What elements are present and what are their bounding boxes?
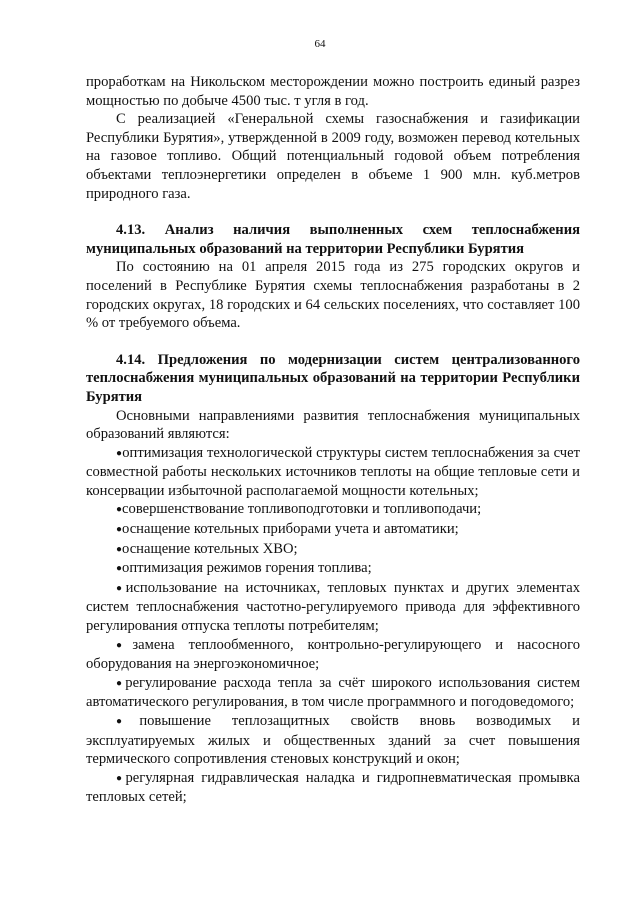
paragraph-continuation: проработкам на Никольском месторождении можно построить единый разрез мощностью по добыче 4500 тыс. т угля в год. [86, 74, 580, 109]
list-item [86, 500, 580, 520]
bullet-list [86, 444, 580, 807]
list-item [86, 444, 580, 501]
bullet-icon: ● [116, 639, 133, 651]
list-item-text: повышение теплозащитных свойств вновь возводимых и эксплуатируемых жилых и общественных зданий за счет повышения термического сопротивления стеновых конструкций и окон; [86, 713, 580, 768]
list-item-text: регулирование расхода тепла за счёт широкого использования систем автоматического регулирования, в том числе программного и погодоведомого; [86, 674, 580, 711]
list-item-text: оснащение котельных ХВО; [122, 540, 298, 557]
bullet-icon: ● [116, 447, 123, 459]
list-item [86, 540, 580, 560]
bullet-icon: ● [116, 772, 126, 784]
list-item [86, 559, 580, 579]
bullet-icon: ● [116, 543, 123, 555]
list-item-text: использование на источниках, тепловых пунктах и других элементах систем теплоснабжения частотно-регулируемого привода для эффективного регулирования отпуска теплоты потребителям; [86, 579, 580, 635]
list-item [86, 579, 580, 636]
list-item-text: замена теплообменного, контрольно-регулирующего и насосного оборудования на энергоэкономичное; [86, 636, 580, 673]
section-heading-4-13: 4.13. Анализ наличия выполненных схем теплоснабжения муниципальных образований на территории Республики Бурятия [86, 222, 580, 257]
list-item-text: оптимизация технологической структуры систем теплоснабжения за счет совместной работы нескольких источников теплоты на общие тепловые сети и консервации избыточной располагаемой мощности котельных; [86, 444, 580, 499]
list-item-text: оснащение котельных приборами учета и автоматики; [122, 521, 459, 538]
list-item [86, 674, 580, 712]
bullet-icon: ● [116, 677, 126, 689]
bullet-icon: ● [116, 716, 140, 727]
paragraph-gas-supply: С реализацией «Генеральной схемы газоснабжения и газификации Республики Бурятия», утвержденной в 2009 году, возможен перевод котельных на газовое топливо. Общий потенциальный годовой объем потребления объектами теплоэнергетики определен в объеме 1 900 млн. куб.метров природного газа. [86, 111, 580, 202]
bullet-icon: ● [116, 563, 123, 575]
list-item [86, 769, 580, 807]
list-item [86, 712, 580, 769]
page-number: 64 [314, 38, 326, 50]
spacer [86, 333, 580, 351]
section-heading-4-14: 4.14. Предложения по модернизации систем централизованного теплоснабжения муниципальных образований на территории Республики Бурятия [86, 351, 580, 405]
list-item-text: оптимизация режимов горения топлива; [122, 560, 372, 577]
list-item-text: регулярная гидравлическая наладка и гидропневматическая промывка тепловых сетей; [86, 769, 580, 806]
bullet-icon: ● [116, 524, 123, 536]
spacer [86, 203, 580, 221]
document-body [86, 73, 580, 807]
paragraph-section-4-13: По состоянию на 01 апреля 2015 года из 275 городских округов и поселений в Республике Бурятия схемы теплоснабжения разработаны в 2 городских округах, 18 городских и 64 сельских поселениях, что составляет 100 % от требуемого объема. [86, 259, 580, 332]
bullet-icon: ● [116, 582, 126, 594]
list-item [86, 520, 580, 540]
list-item-text: совершенствование топливоподготовки и топливоподачи; [122, 501, 482, 518]
bullet-icon: ● [116, 504, 123, 516]
paragraph-section-4-14-intro: Основными направлениями развития теплоснабжения муниципальных образований являются: [86, 407, 580, 443]
list-item [86, 636, 580, 674]
